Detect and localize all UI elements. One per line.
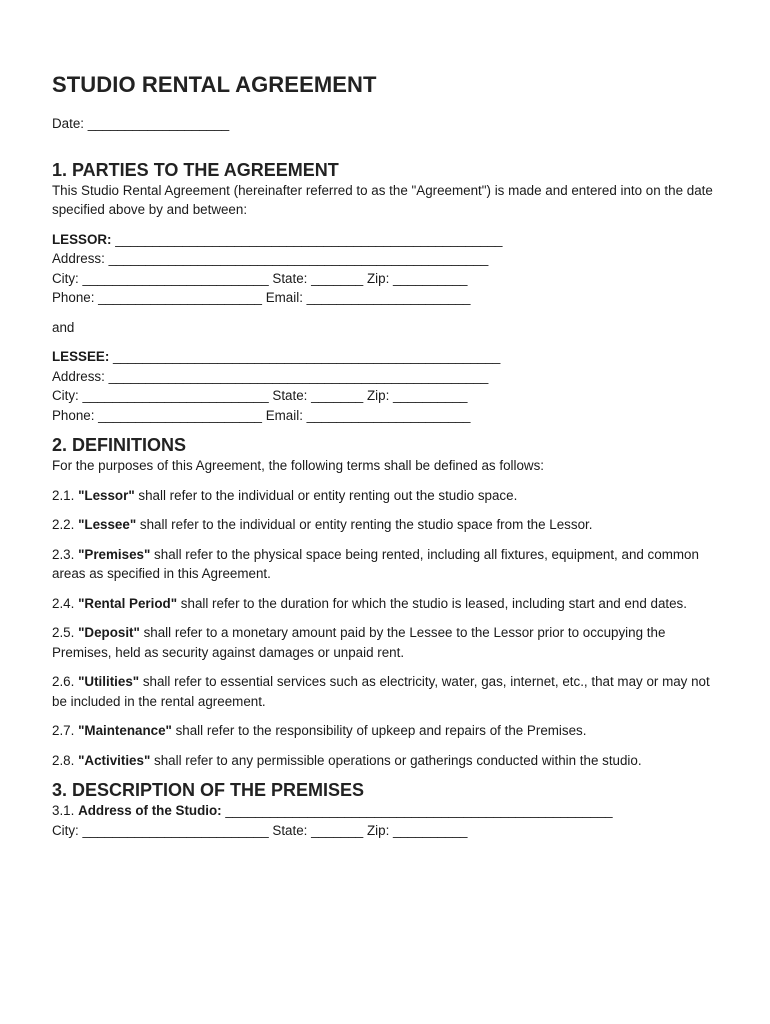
section-2-intro: For the purposes of this Agreement, the following terms shall be defined as follows: bbox=[52, 458, 544, 473]
lessee-address-line: Address: ___________________________________________________ bbox=[52, 368, 489, 384]
definition-text: shall refer to the individual or entity renting the studio space from the Lessor. bbox=[136, 517, 593, 532]
definition-number: 2.7. bbox=[52, 723, 79, 738]
definition-number: 2.3. bbox=[52, 546, 79, 562]
definition-item bbox=[52, 594, 718, 614]
lessee-name-line bbox=[52, 347, 718, 367]
definition-item bbox=[52, 545, 718, 584]
definition-term: "Activities" bbox=[78, 752, 151, 768]
studio-city-line: City: _________________________ State: _______ Zip: __________ bbox=[52, 822, 468, 838]
definition-item bbox=[52, 623, 718, 662]
definition-term: "Lessee" bbox=[78, 517, 137, 532]
lessor-name-blank: ____________________________________________________ bbox=[111, 231, 503, 247]
lessee-label: LESSEE: bbox=[52, 349, 110, 364]
section-3-heading: 3. DESCRIPTION OF THE PREMISES bbox=[52, 780, 365, 800]
definition-number: 2.2. bbox=[52, 517, 79, 532]
definition-item bbox=[52, 672, 718, 711]
studio-address-blank: ____________________________________________________ bbox=[221, 803, 613, 818]
definition-number: 2.4. bbox=[52, 595, 79, 611]
definition-text: shall refer to a monetary amount paid by the Lessee to the Lessor prior to occupying the Premises, held as security against damages or unpaid rent. bbox=[52, 625, 666, 660]
definition-term: "Premises" bbox=[78, 546, 151, 562]
definition-number: 2.8. bbox=[52, 752, 79, 768]
definition-number: 2.5. bbox=[52, 625, 79, 640]
studio-address-line bbox=[52, 801, 718, 821]
section-2-heading: 2. DEFINITIONS bbox=[52, 435, 187, 455]
definition-term: "Lessor" bbox=[78, 487, 135, 503]
section-1-intro: This Studio Rental Agreement (hereinafter referred to as the "Agreement") is made and entered into on the date specified above by and between: bbox=[52, 182, 713, 217]
lessor-block bbox=[52, 230, 718, 308]
studio-address-label: Address of the Studio: bbox=[78, 803, 222, 818]
lessor-address-line: Address: ___________________________________________________ bbox=[52, 251, 489, 266]
document-title: STUDIO RENTAL AGREEMENT bbox=[52, 72, 377, 97]
studio-address-number: 3.1. bbox=[52, 803, 79, 818]
definition-term: "Rental Period" bbox=[78, 595, 178, 611]
lessee-block bbox=[52, 347, 718, 425]
definition-text: shall refer to the physical space being rented, including all fixtures, equipment, and common areas as specified in this Agreement. bbox=[52, 546, 699, 581]
lessee-city-line: City: _________________________ State: _______ Zip: __________ bbox=[52, 388, 468, 403]
definition-number: 2.6. bbox=[52, 674, 79, 689]
definition-number: 2.1. bbox=[52, 487, 79, 503]
definition-text: shall refer to the duration for which the studio is leased, including start and end dates. bbox=[177, 595, 687, 611]
lessor-name-line bbox=[52, 230, 718, 250]
definition-item bbox=[52, 486, 718, 506]
definition-item bbox=[52, 751, 718, 771]
definition-text: shall refer to essential services such as electricity, water, gas, internet, etc., that may or may not be included in the rental agreement. bbox=[52, 674, 710, 709]
lessee-phone-line: Phone: ______________________ Email: ______________________ bbox=[52, 407, 471, 423]
section-1-heading: 1. PARTIES TO THE AGREEMENT bbox=[52, 159, 339, 180]
lessor-phone-line: Phone: ______________________ Email: ______________________ bbox=[52, 290, 471, 305]
definition-item bbox=[52, 515, 718, 535]
definition-text: shall refer to the responsibility of upkeep and repairs of the Premises. bbox=[171, 723, 587, 738]
lessor-label: LESSOR: bbox=[52, 231, 112, 247]
definition-term: "Deposit" bbox=[78, 625, 140, 640]
definition-text: shall refer to the individual or entity renting out the studio space. bbox=[134, 487, 518, 503]
lessor-city-line: City: _________________________ State: _______ Zip: __________ bbox=[52, 270, 468, 286]
date-line: Date: ___________________ bbox=[52, 116, 230, 131]
definition-text: shall refer to any permissible operations or gatherings conducted within the studio. bbox=[150, 752, 642, 768]
definition-term: "Utilities" bbox=[78, 674, 140, 689]
and-text: and bbox=[52, 319, 75, 335]
lessee-name-blank: ____________________________________________________ bbox=[109, 349, 501, 364]
definition-item bbox=[52, 721, 718, 741]
definition-term: "Maintenance" bbox=[78, 723, 172, 738]
